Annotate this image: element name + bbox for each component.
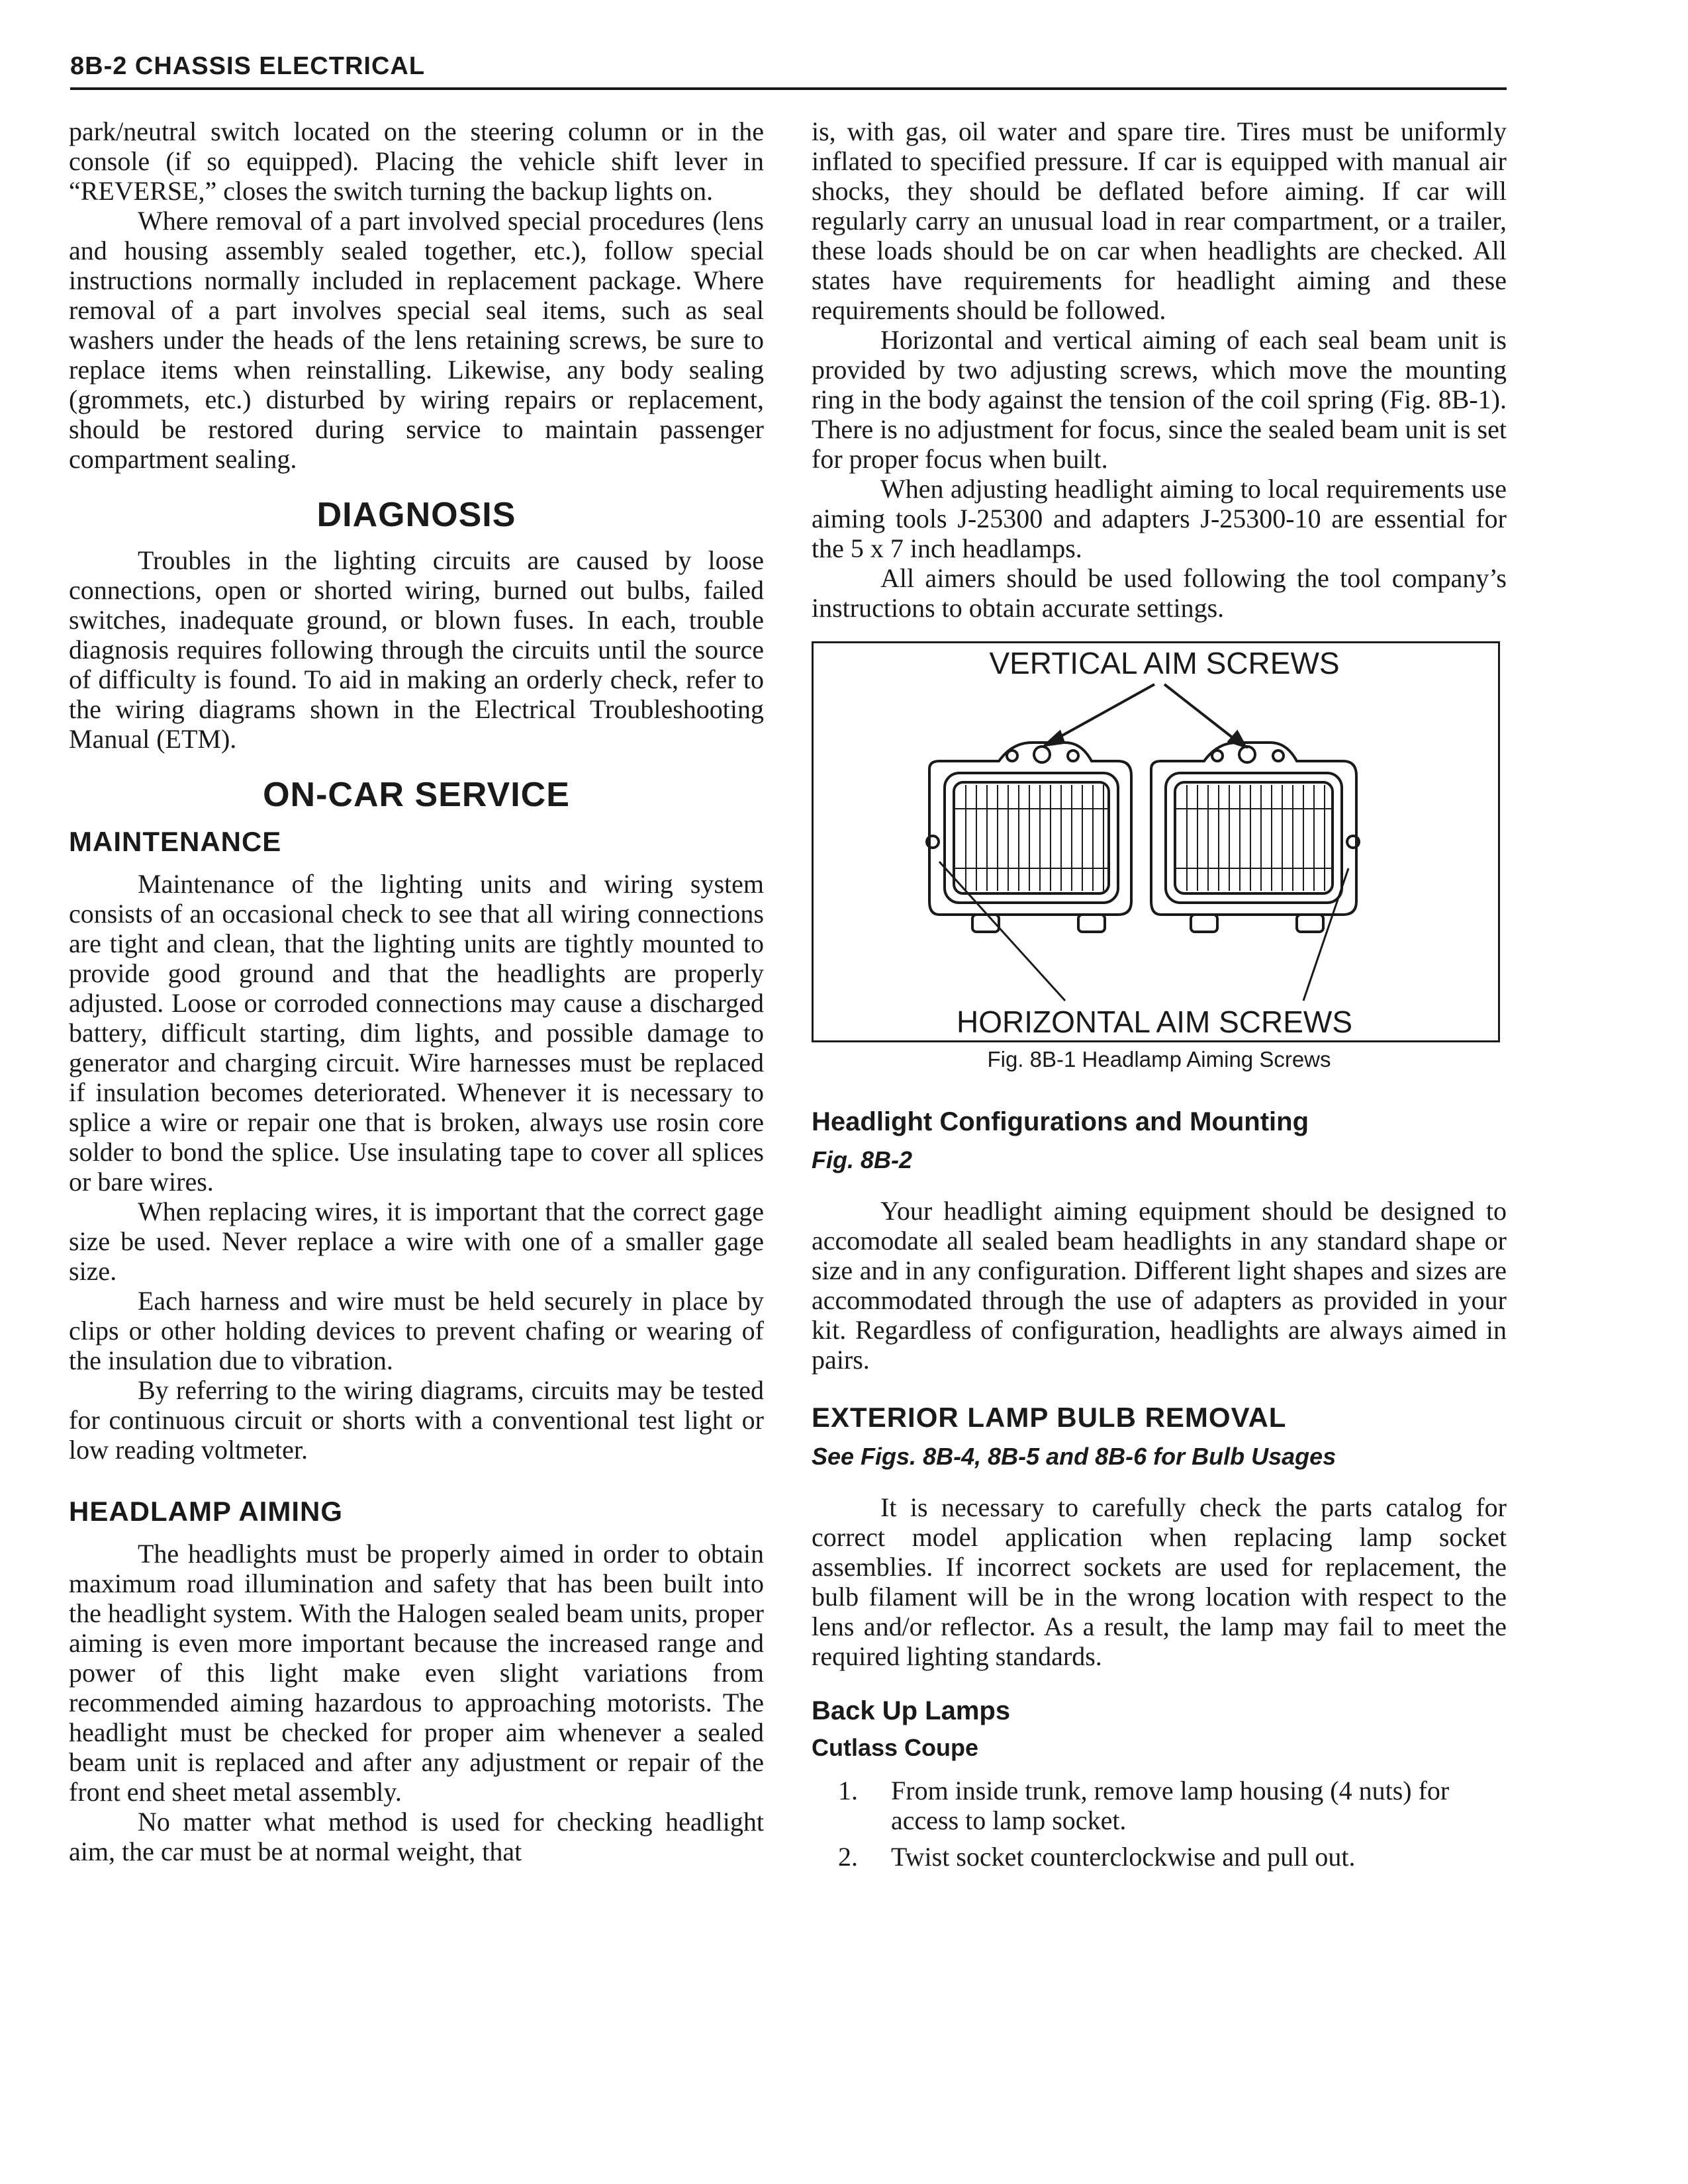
figure-caption: Fig. 8B-1 Headlamp Aiming Screws [987, 1047, 1331, 1071]
continued-paragraph-3: When adjusting headlight aiming to local requirements use aiming tools J-25300 and adapters J-25300-10 are essential for the 5 x 7 inch headlamps. [812, 474, 1507, 563]
page-header [70, 50, 1507, 90]
on-car-service-heading: ON-CAR SERVICE [263, 776, 570, 814]
continued-paragraph-4: All aimers should be used following the tool company’s instructions to obtain accurate settings. [812, 563, 1507, 623]
continued-paragraph-1: is, with gas, oil water and spare tire. Tires must be uniformly inflated to specified pressure. If car is equipped with manual air shocks, they should be deflated before aiming. If car will regularly carry an unusual load in rear compartment, or a trailer, these loads should be on car when headlights are checked. All states have requirements for headlight aiming and these requirements should be followed. [812, 116, 1507, 325]
exterior-figure-reference: See Figs. 8B-4, 8B-5 and 8B-6 for Bulb Usages [812, 1443, 1336, 1470]
back-up-lamps-heading: Back Up Lamps [812, 1696, 1011, 1725]
aiming-paragraph-1: The headlights must be properly aimed in order to obtain maximum road illumination and safety that has been built into the headlight system. With the Halogen sealed beam units, proper aiming is even more important because the increased range and power of this light make even slight variations from recommended aiming hazardous to approaching motorists. The headlight must be checked for proper aim whenever a sealed beam unit is replaced and after any adjustment or repair of the front end sheet metal assembly. [69, 1539, 764, 1807]
horizontal-aim-label: HORIZONTAL AIM SCREWS [956, 1005, 1353, 1039]
continued-paragraph-2: Horizontal and vertical aiming of each seal beam unit is provided by two adjusting screws, which move the mounting ring in the body against the tension of the coil spring (Fig. 8B-1). There is no adjustment for focus, since the sealed beam unit is set for proper focus when built. [812, 325, 1507, 474]
step-number: 2. [838, 1842, 858, 1872]
step-item [812, 1842, 1507, 1872]
left-headlamp [927, 743, 1131, 932]
step-item [812, 1776, 1507, 1835]
step-number: 1. [838, 1776, 858, 1805]
intro-paragraph-2: Where removal of a part involved special procedures (lens and housing assembly sealed together, etc.), follow special instructions normally included in replacement package. Where removal of a part involves special seal items, such as seal washers under the heads of the lens retaining screws, be sure to replace items when reinstalling. Likewise, any body sealing (grommets, etc.) disturbed by wiring repairs or replacement, should be restored during service to maintain passenger compartment sealing. [69, 206, 764, 474]
diagnosis-heading: DIAGNOSIS [316, 496, 516, 534]
maintenance-paragraph-2: When replacing wires, it is important that the correct gage size be used. Never replace a wire with one of a smaller gage size. [69, 1197, 764, 1286]
exterior-lamp-heading: EXTERIOR LAMP BULB REMOVAL [812, 1402, 1287, 1433]
exterior-paragraph: It is necessary to carefully check the parts catalog for correct model application when replacing lamp socket assemblies. If incorrect sockets are used for replacement, the bulb filament will be in the wrong location with respect to the lens and/or reflector. As a result, the lamp may fail to meet the required lighting standards. [812, 1492, 1507, 1671]
headlamp-aiming-heading: HEADLAMP AIMING [69, 1496, 343, 1527]
maintenance-paragraph-1: Maintenance of the lighting units and wiring system consists of an occasional check to see that all wiring connections are tight and clean, that the lighting units are tightly mounted to provide good ground and that the headlights are properly adjusted. Loose or corroded connections may cause a discharged battery, difficult starting, dim lights, and possible damage to generator and charging circuit. Wire harnesses must be replaced if insulation becomes deteriorated. Whenever it is necessary to splice a wire or repair one that is broken, always use rosin core solder to bond the splice. Use insulating tape to cover all splices or bare wires. [69, 869, 764, 1197]
left-column [69, 116, 764, 1866]
step-text: From inside trunk, remove lamp housing (4 nuts) for access to lamp socket. [891, 1776, 1450, 1835]
horizontal-aim-leaders [939, 862, 1348, 1001]
aiming-paragraph-2: No matter what method is used for checking headlight aim, the car must be at normal weight, that [69, 1807, 764, 1866]
config-figure-reference: Fig. 8B-2 [812, 1146, 913, 1173]
maintenance-heading: MAINTENANCE [69, 826, 282, 857]
headlight-configurations-heading: Headlight Configurations and Mounting [812, 1107, 1309, 1136]
backup-lamp-steps [812, 1776, 1507, 1872]
config-paragraph: Your headlight aiming equipment should be designed to accomodate all sealed beam headlights in any standard shape or size and in any configuration. Different light shapes and sizes are accommodated through the use of adapters as provided in your kit. Regardless of configuration, headlights are always aimed in pairs. [812, 1196, 1507, 1375]
headlamp-figure [812, 641, 1500, 1042]
right-column [812, 116, 1507, 1878]
maintenance-paragraph-3: Each harness and wire must be held securely in place by clips or other holding devices to prevent chafing or wearing of the insulation due to vibration. [69, 1286, 764, 1375]
right-headlamp [1151, 743, 1359, 932]
maintenance-paragraph-4: By referring to the wiring diagrams, circuits may be tested for continuous circuit or shorts with a conventional test light or low reading voltmeter. [69, 1375, 764, 1465]
step-text: Twist socket counterclockwise and pull out. [891, 1842, 1356, 1872]
vertical-aim-arrows [1045, 684, 1245, 747]
intro-paragraph-1: park/neutral switch located on the steering column or in the console (if so equipped). Placing the vehicle shift lever in “REVERSE,” closes the switch turning the backup lights on. [69, 116, 764, 206]
page-header-text: 8B-2 CHASSIS ELECTRICAL [70, 52, 426, 80]
vertical-aim-label: VERTICAL AIM SCREWS [989, 646, 1340, 680]
headlamp-diagram [814, 643, 1498, 1040]
diagnosis-paragraph: Troubles in the lighting circuits are caused by loose connections, open or shorted wiring, burned out bulbs, failed switches, inadequate ground, or blown fuses. In each, trouble diagnosis requires following through the circuits until the source of difficulty is found. To aid in making an orderly check, refer to the wiring diagrams shown in the Electrical Troubleshooting Manual (ETM). [69, 545, 764, 754]
cutlass-coupe-subheading: Cutlass Coupe [812, 1734, 979, 1761]
